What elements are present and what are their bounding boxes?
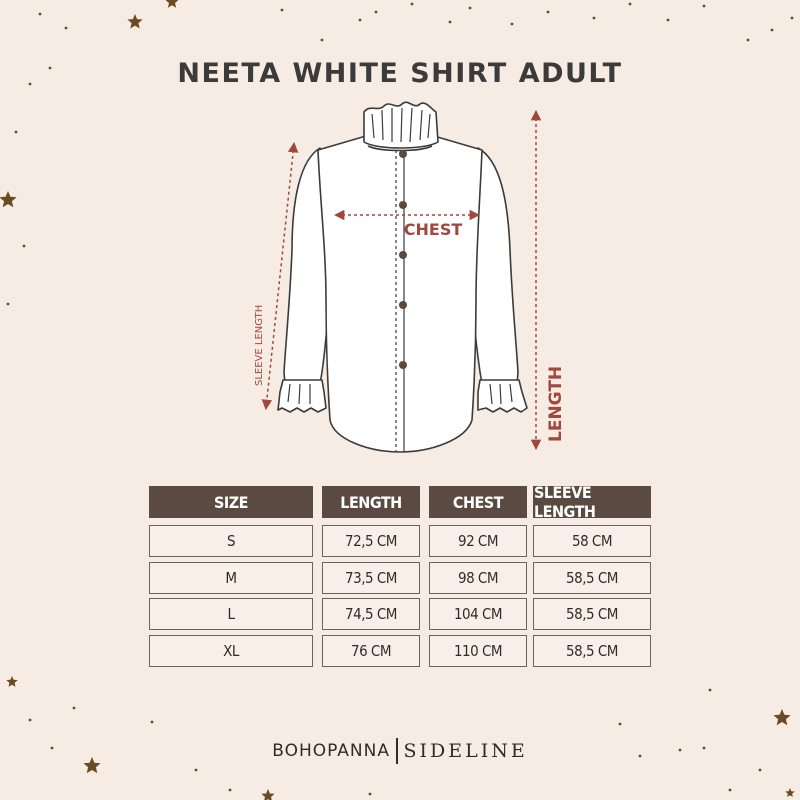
cell-sleeve-xl: 58,5 CM — [533, 635, 651, 667]
cell-chest-m: 98 CM — [429, 562, 527, 594]
cell-size-l: L — [149, 598, 313, 630]
cell-chest-xl: 110 CM — [429, 635, 527, 667]
cell-chest-s: 92 CM — [429, 525, 527, 557]
length-label: LENGTH — [546, 365, 566, 442]
cell-sleeve-m: 58,5 CM — [533, 562, 651, 594]
cell-chest-l: 104 CM — [429, 598, 527, 630]
brand-sideline: SIDELINE — [403, 740, 528, 762]
cell-size-xl: XL — [149, 635, 313, 667]
header-length: LENGTH — [322, 486, 420, 518]
brand-bohopanna: BOHOPANNA — [272, 741, 390, 761]
cell-length-m: 73,5 CM — [322, 562, 420, 594]
cell-sleeve-s: 58 CM — [533, 525, 651, 557]
cell-length-s: 72,5 CM — [322, 525, 420, 557]
cell-size-s: S — [149, 525, 313, 557]
chest-label: CHEST — [403, 220, 463, 239]
header-sleeve-length: SLEEVE LENGTH — [533, 486, 651, 518]
brand-logo — [0, 738, 800, 764]
cell-size-m: M — [149, 562, 313, 594]
cell-length-l: 74,5 CM — [322, 598, 420, 630]
sleeve-length-label: SLEEVE LENGTH — [254, 304, 265, 386]
header-size: SIZE — [149, 486, 313, 518]
header-chest: CHEST — [429, 486, 527, 518]
cell-length-xl: 76 CM — [322, 635, 420, 667]
cell-sleeve-l: 58,5 CM — [533, 598, 651, 630]
page-title: NEETA WHITE SHIRT ADULT — [177, 58, 623, 89]
brand-divider — [396, 738, 398, 764]
